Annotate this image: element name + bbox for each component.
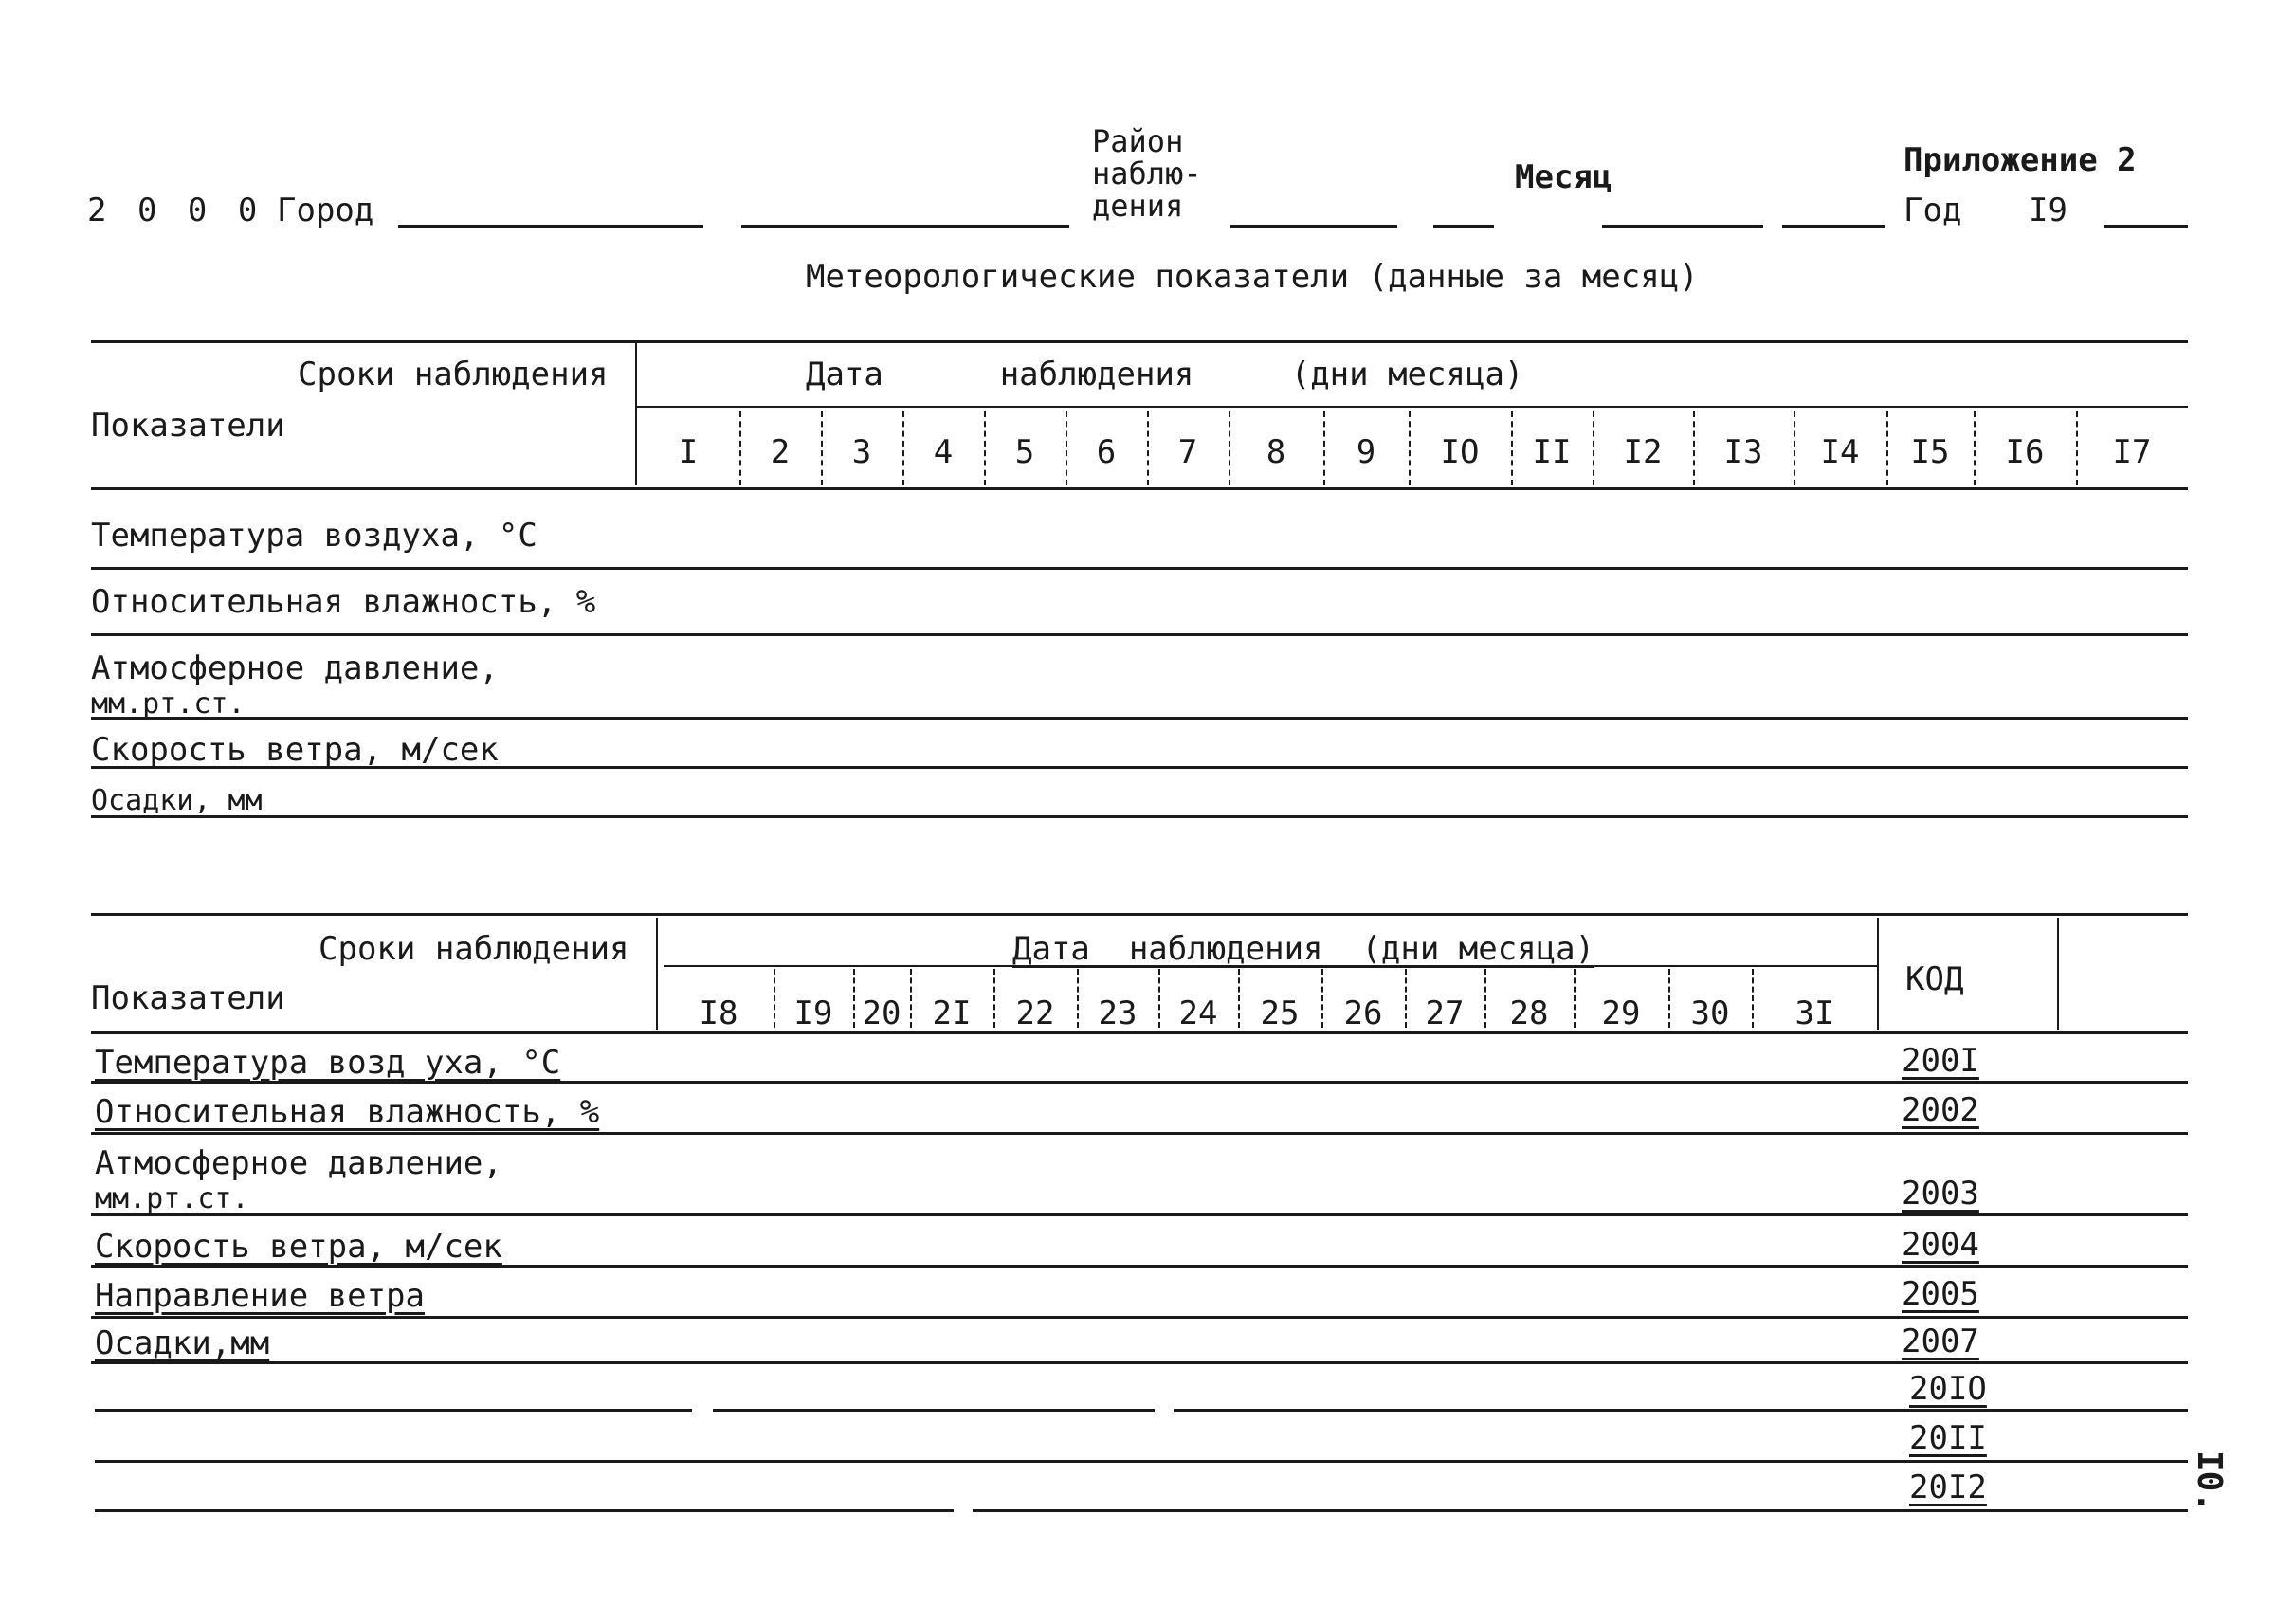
t1-row-pressure: Атмосферное давление,: [91, 649, 499, 687]
t2-row-code: 20I2: [1909, 1469, 1987, 1506]
t1-day-divider: [821, 411, 823, 485]
t1-day-label: I: [678, 433, 699, 471]
t2-day-divider: [1484, 969, 1486, 1028]
t2-row-label: Скорость ветра, м/сек: [95, 1228, 502, 1266]
t2-day-divider: [1574, 969, 1576, 1028]
district-blank-line: [1230, 225, 1397, 228]
page-title: Метеорологические показатели (данные за месяц): [806, 258, 1699, 296]
t1-day-divider: [1593, 411, 1594, 485]
month-blank-line-1: [1433, 225, 1494, 228]
t1-day-divider: [1147, 411, 1149, 485]
t1-day-divider: [1511, 411, 1513, 485]
t2-row-line: [91, 1265, 2188, 1268]
t1-day-divider: [2076, 411, 2078, 485]
t2-row-code: 2004: [1902, 1226, 1979, 1264]
t2-row-line: [973, 1509, 2188, 1512]
t2-day-divider: [1752, 969, 1754, 1028]
table1-date-header: Дата наблюдения (дни месяца): [806, 356, 1524, 393]
t2-row-code: 2003: [1902, 1175, 1979, 1213]
t2-row-line: [95, 1409, 692, 1412]
t2-row-line: [95, 1460, 2188, 1463]
t2-row-code: 200I: [1902, 1042, 1979, 1080]
table2-top-border: [91, 913, 2188, 916]
t1-line-3: [91, 717, 2188, 720]
t1-day-label: IO: [1440, 433, 1480, 471]
t2-row-code: 20II: [1909, 1419, 1987, 1457]
t2-row-line: [91, 1361, 2188, 1364]
table2-date-subline: [664, 965, 1877, 967]
t1-day-label: I7: [2112, 433, 2152, 471]
t2-day-label: 23: [1098, 994, 1138, 1032]
t2-day-label: 27: [1425, 994, 1465, 1032]
t1-day-divider: [1229, 411, 1230, 485]
t1-line-2: [91, 633, 2188, 636]
t1-day-divider: [1066, 411, 1067, 485]
table1-header-divider: [635, 343, 637, 485]
t2-row-label: Осадки,мм: [95, 1324, 270, 1362]
t2-day-label: I8: [699, 994, 738, 1032]
t2-row-code: 20IO: [1909, 1370, 1987, 1408]
t2-row-line: [1174, 1409, 2188, 1412]
month-blank-line-3: [1782, 225, 1885, 228]
t2-day-divider: [910, 969, 912, 1028]
t1-day-label: 8: [1266, 433, 1286, 471]
t2-day-divider: [1405, 969, 1407, 1028]
table1-date-subline: [637, 406, 2188, 408]
t1-day-divider: [739, 411, 741, 485]
t1-day-label: I3: [1723, 433, 1763, 471]
t2-day-divider: [1238, 969, 1240, 1028]
month-label: Месяц: [1515, 158, 1612, 196]
t2-row-code: 2005: [1902, 1275, 1979, 1313]
t2-row-label: Относительная влажность, %: [95, 1093, 600, 1131]
t1-line-5: [91, 815, 2188, 818]
t2-row-code: 2002: [1902, 1091, 1979, 1129]
t1-line-1: [91, 567, 2188, 570]
t1-day-label: 2: [770, 433, 791, 471]
t2-day-divider: [774, 969, 775, 1028]
table2-header-bottom: [91, 1031, 2188, 1034]
t1-day-label: 3: [851, 433, 872, 471]
page-number: I0.: [2190, 1451, 2229, 1513]
t1-day-label: I5: [1910, 433, 1950, 471]
form-code: 2 0 0 0: [87, 192, 264, 229]
appendix-label: Приложение 2: [1903, 141, 2137, 179]
t2-day-divider: [853, 969, 855, 1028]
t2-day-label: 25: [1260, 994, 1300, 1032]
t2-day-label: 24: [1178, 994, 1218, 1032]
table2-date-header: Дата наблюдения (дни месяца): [1012, 930, 1595, 968]
city-blank-line-1: [398, 225, 703, 228]
t1-row-wind-speed: Скорость ветра, м/сек: [91, 731, 499, 769]
t2-row-label: Температура возд уха, °C: [95, 1044, 561, 1082]
t2-day-divider: [993, 969, 995, 1028]
t1-day-divider: [1794, 411, 1795, 485]
t2-day-label: 30: [1690, 994, 1730, 1032]
t1-day-label: 4: [933, 433, 954, 471]
t1-day-label: I6: [2005, 433, 2045, 471]
t2-row-line: [713, 1409, 1155, 1412]
t1-day-divider: [1323, 411, 1325, 485]
t1-line-4: [91, 766, 2188, 769]
t1-day-label: 7: [1177, 433, 1198, 471]
t1-day-divider: [1974, 411, 1976, 485]
t2-row-line: [91, 1132, 2188, 1135]
table2-obs-header: Сроки наблюдения: [319, 930, 629, 968]
t1-day-label: 9: [1356, 433, 1376, 471]
t2-row-line: [91, 1213, 2188, 1216]
t1-day-label: I2: [1623, 433, 1663, 471]
t1-day-label: I4: [1820, 433, 1860, 471]
district-label: Район наблю- дения: [1092, 123, 1202, 224]
t1-day-divider: [1409, 411, 1411, 485]
t1-row-temperature: Температура воздуха, °C: [91, 517, 537, 555]
t1-day-label: 6: [1096, 433, 1117, 471]
table1-row-header: Показатели: [91, 407, 285, 445]
t2-day-label: 20: [862, 994, 902, 1032]
t2-day-label: 28: [1509, 994, 1549, 1032]
t2-row-label-unit: мм.рт.ст.: [95, 1182, 249, 1215]
t2-day-label: 26: [1343, 994, 1383, 1032]
table2-code-divider-right: [2057, 918, 2059, 1030]
t2-day-divider: [1668, 969, 1670, 1028]
table1-obs-header: Сроки наблюдения: [298, 356, 609, 393]
t2-day-label: 3I: [1794, 994, 1834, 1032]
city-label: Город: [277, 192, 374, 229]
table1-header-bottom: [91, 487, 2188, 490]
table2-code-header: КОД: [1905, 960, 1964, 998]
t2-day-divider: [1077, 969, 1079, 1028]
table2-row-header: Показатели: [91, 979, 285, 1017]
year-prefix: I9: [2029, 192, 2067, 229]
table1-top-border: [91, 340, 2188, 343]
year-label: Год: [1903, 192, 1962, 229]
t2-day-divider: [1321, 969, 1323, 1028]
city-blank-line-2: [741, 225, 1069, 228]
t2-row-label: Атмосферное давление,: [95, 1144, 502, 1182]
table2-header-divider: [656, 918, 658, 1030]
t2-row-code: 2007: [1902, 1323, 1979, 1360]
t1-day-label: 5: [1014, 433, 1035, 471]
t2-row-line: [95, 1509, 954, 1512]
t1-day-divider: [1886, 411, 1888, 485]
t2-day-divider: [1158, 969, 1160, 1028]
t1-row-precipitation: Осадки, мм: [91, 784, 263, 817]
t1-day-divider: [902, 411, 904, 485]
t1-day-divider: [984, 411, 986, 485]
t2-day-label: 22: [1015, 994, 1055, 1032]
t2-row-line: [91, 1316, 2188, 1319]
month-blank-line-2: [1602, 225, 1763, 228]
t2-row-line: [91, 1081, 2188, 1084]
t1-row-pressure-unit: мм.рт.ст.: [91, 687, 246, 721]
t1-row-humidity: Относительная влажность, %: [91, 583, 596, 621]
year-blank-line: [2104, 225, 2188, 228]
t1-day-label: II: [1532, 433, 1572, 471]
table2-code-divider-left: [1877, 918, 1879, 1030]
t2-day-label: 29: [1601, 994, 1641, 1032]
t2-row-label: Направление ветра: [95, 1277, 425, 1315]
t2-day-label: 2I: [932, 994, 972, 1032]
t1-day-divider: [1693, 411, 1695, 485]
t2-day-label: I9: [793, 994, 833, 1032]
